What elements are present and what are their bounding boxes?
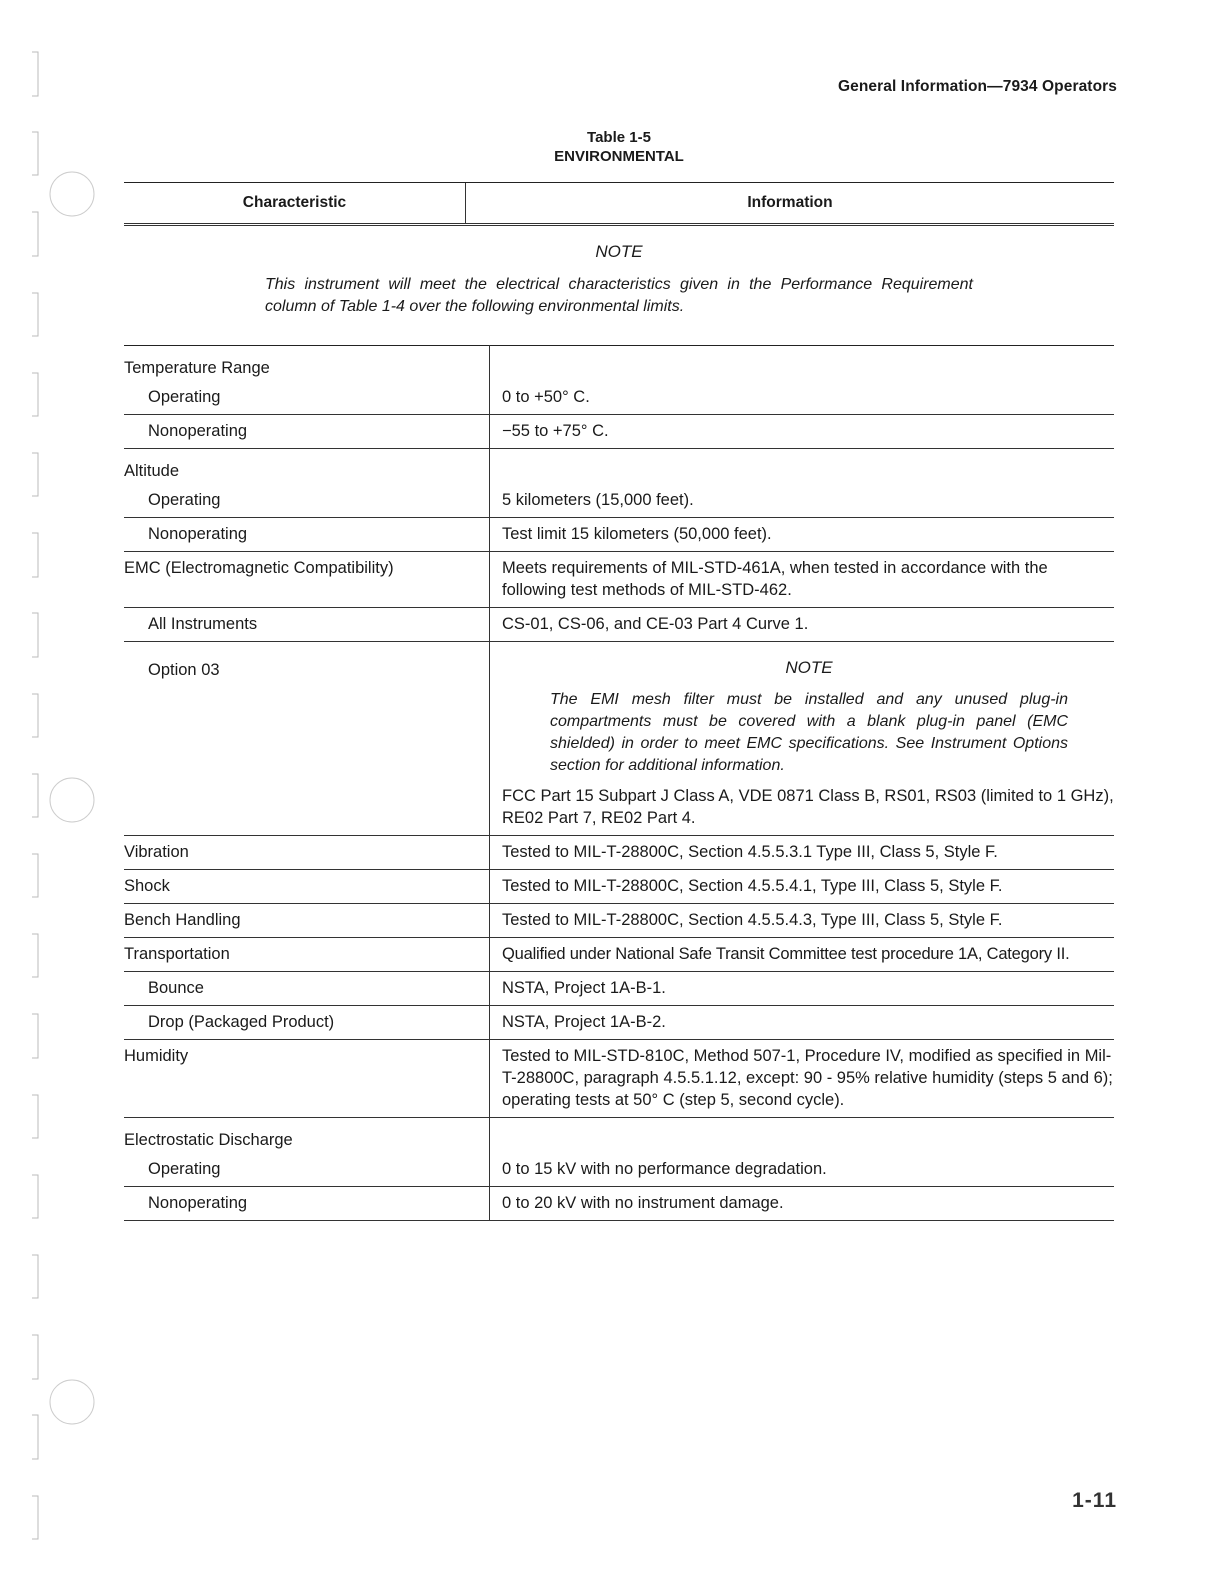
table-row: [124, 642, 1114, 836]
row-label-esd-nonoperating: Nonoperating: [124, 1187, 490, 1221]
row-label-vibration: Vibration: [124, 836, 490, 870]
row-value-humidity: Tested to MIL-STD-810C, Method 507-1, Procedure IV, modified as specified in Mil-T-28800C, paragraph 4.5.5.1.12, except: 90 - 95% relative humidity (steps 5 and 6); operating tests at 50° C (step 5, second cycle).: [490, 1040, 1115, 1118]
row-value-emc: Meets requirements of MIL-STD-461A, when tested in accordance with the following test methods of MIL-STD-462.: [490, 552, 1115, 608]
table-row: [124, 870, 1114, 904]
table-row: [124, 1187, 1114, 1221]
table-number: Table 1-5: [587, 129, 651, 146]
row-label-temperature-range: Temperature Range: [124, 346, 490, 382]
row-label-esd-operating: Operating: [124, 1153, 490, 1187]
row-label-humidity: Humidity: [124, 1040, 490, 1118]
row-label-shock: Shock: [124, 870, 490, 904]
table-row: [124, 1040, 1114, 1118]
row-value-bounce: NSTA, Project 1A-B-1.: [490, 972, 1115, 1006]
table-caption: [124, 128, 1114, 166]
note-title: NOTE: [595, 242, 643, 261]
table-row: [124, 415, 1114, 449]
row-value-transportation: Qualified under National Safe Transit Committee test procedure 1A, Category II.: [490, 938, 1115, 972]
table-row: [124, 381, 1114, 415]
table-row: [124, 904, 1114, 938]
row-value-vibration: Tested to MIL-T-28800C, Section 4.5.5.3.1 Type III, Class 5, Style F.: [490, 836, 1115, 870]
table-row: [124, 1118, 1114, 1154]
row-value-all-instruments: CS-01, CS-06, and CE-03 Part 4 Curve 1.: [490, 608, 1115, 642]
row-label-temp-nonoperating: Nonoperating: [124, 415, 490, 449]
row-value-drop: NSTA, Project 1A-B-2.: [490, 1006, 1115, 1040]
row-label-drop: Drop (Packaged Product): [124, 1006, 490, 1040]
table-row: [124, 484, 1114, 518]
row-value-esd-nonoperating: 0 to 20 kV with no instrument damage.: [490, 1187, 1115, 1221]
row-label-transportation: Transportation: [124, 938, 490, 972]
row-label-altitude-operating: Operating: [124, 484, 490, 518]
row-value-shock: Tested to MIL-T-28800C, Section 4.5.5.4.1, Type III, Class 5, Style F.: [490, 870, 1115, 904]
row-label-altitude: Altitude: [124, 449, 490, 485]
table-row: [124, 346, 1114, 382]
table-row: [124, 972, 1114, 1006]
row-label-all-instruments: All Instruments: [124, 608, 490, 642]
table-title: ENVIRONMENTAL: [554, 148, 684, 165]
row-label-bench-handling: Bench Handling: [124, 904, 490, 938]
note-text: This instrument will meet the electrical characteristics given in the Performance Requirement column of Table 1-4 over the following environmental limits.: [265, 276, 973, 315]
row-label-emc: EMC (Electromagnetic Compatibility): [124, 552, 490, 608]
row-label-electrostatic-discharge: Electrostatic Discharge: [124, 1118, 490, 1154]
row-label-bounce: Bounce: [124, 972, 490, 1006]
row-label-option-03: Option 03: [124, 642, 490, 836]
row-label-altitude-nonoperating: Nonoperating: [124, 518, 490, 552]
table-row: [124, 518, 1114, 552]
column-header-information: Information: [747, 194, 833, 211]
table-row: [124, 938, 1114, 972]
row-value-temp-nonoperating: −55 to +75° C.: [490, 415, 1115, 449]
table-row: [124, 1006, 1114, 1040]
row-value-option-03: [490, 642, 1115, 836]
table-row: [124, 836, 1114, 870]
option-03-note-text: The EMI mesh filter must be installed and any unused plug-in compartments must be covered with a blank plug-in panel (EMC shielded) in order to meet EMC specifications. See Instrument Options section for additional information.: [550, 691, 1068, 774]
table-row: [124, 1153, 1114, 1187]
row-value-altitude-nonoperating: Test limit 15 kilometers (50,000 feet).: [490, 518, 1115, 552]
column-header-characteristic: Characteristic: [124, 183, 466, 223]
row-value-esd-operating: 0 to 15 kV with no performance degradation.: [490, 1153, 1115, 1187]
option-03-value: FCC Part 15 Subpart J Class A, VDE 0871 Class B, RS01, RS03 (limited to 1 GHz), RE02 Part 7, RE02 Part 4.: [502, 787, 1114, 827]
binding-margin-marks: [0, 0, 110, 1584]
running-head: General Information—7934 Operators: [837, 78, 1117, 95]
environmental-table: [124, 345, 1114, 1221]
page-number: 1-11: [1072, 1489, 1117, 1512]
option-03-note-title: NOTE: [785, 658, 833, 677]
row-value-temp-operating: 0 to +50° C.: [490, 381, 1115, 415]
row-label-temp-operating: Operating: [124, 381, 490, 415]
row-value-bench-handling: Tested to MIL-T-28800C, Section 4.5.5.4.3, Type III, Class 5, Style F.: [490, 904, 1115, 938]
table-row: [124, 449, 1114, 485]
table-row: [124, 608, 1114, 642]
table-note: [124, 242, 1114, 318]
table-row: [124, 552, 1114, 608]
option-03-note: [502, 642, 1114, 785]
row-value-altitude-operating: 5 kilometers (15,000 feet).: [490, 484, 1115, 518]
table-column-headers: [124, 182, 1114, 226]
